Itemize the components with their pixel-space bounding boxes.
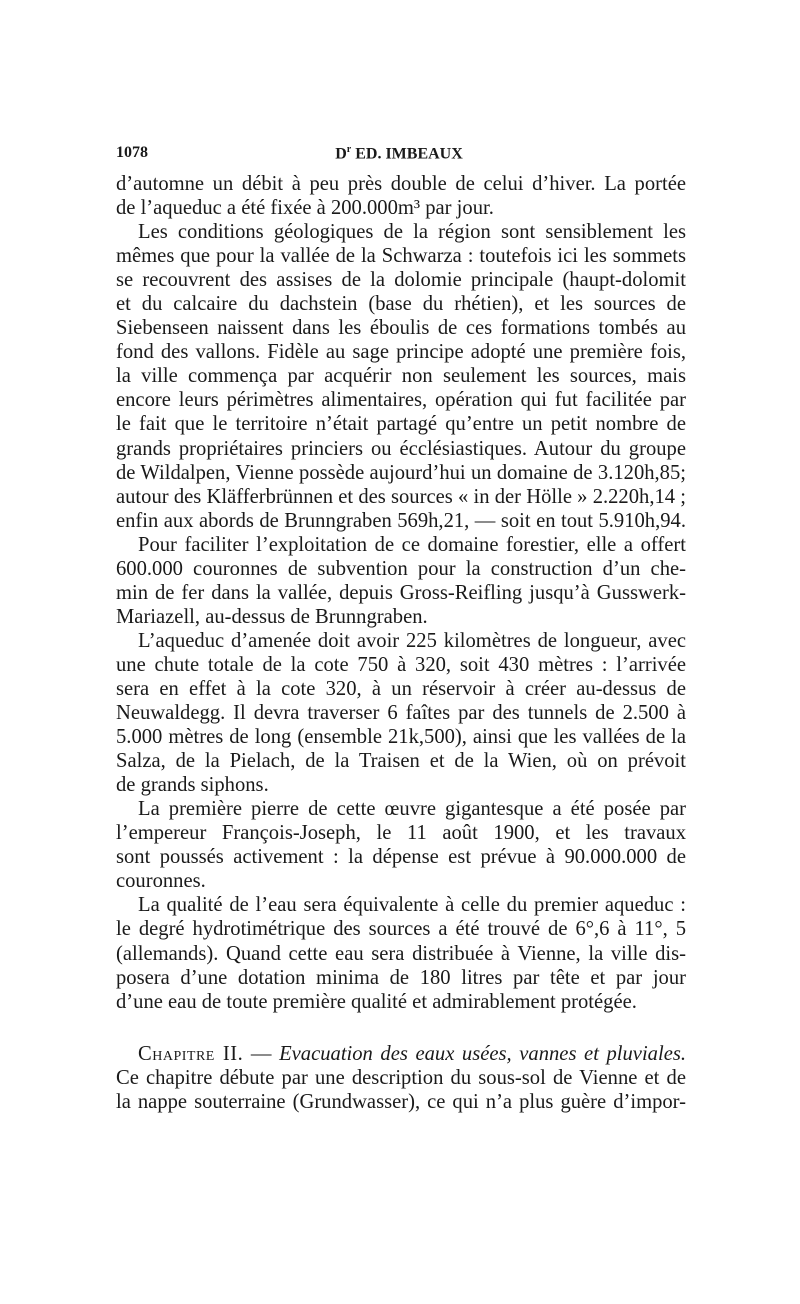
text-line: Mariazell, au-dessus de Brunngraben. (116, 605, 428, 628)
text-line: de Wildalpen, Vienne possède aujourd’hui un domaine de 3.120h,85; (116, 461, 686, 484)
text-line: (allemands). Quand cette eau sera distribuée à Vienne, la ville dis- (116, 942, 686, 965)
chapter-text-line: la nappe souterraine (Grundwasser), ce qui n’a plus guère d’impor- (116, 1090, 686, 1113)
body-text (116, 172, 686, 1114)
text-line: enfin aux abords de Brunngraben 569h,21, — soit en tout 5.910h,94. (116, 509, 686, 532)
text-line: de grands siphons. (116, 774, 269, 797)
text-line: Salza, de la Pielach, de la Traisen et de la Wien, où on prévoit (116, 750, 686, 773)
text-line: d’une eau de toute première qualité et admirablement protégée. (116, 990, 637, 1013)
text-line: Neuwaldegg. Il devra traverser 6 faîtes par des tunnels de 2.500 à (116, 702, 686, 725)
text-line: 600.000 couronnes de subvention pour la construction d’un che- (116, 557, 686, 580)
text-line: Les conditions géologiques de la région sont sensiblement les (138, 221, 686, 244)
text-line: une chute totale de la cote 750 à 320, soit 430 mètres : l’arrivée (116, 653, 686, 676)
page-header (116, 144, 682, 168)
text-line: l’empereur François-Joseph, le 11 août 1900, et les travaux (116, 822, 686, 845)
text-line: fond des vallons. Fidèle au sage principe adopté une première fois, (116, 341, 686, 364)
text-line: la ville commença par acquérir non seulement les sources, mais (116, 365, 686, 388)
text-line: et du calcaire du dachstein (base du rhétien), et les sources de (116, 293, 686, 316)
section-gap (116, 1014, 686, 1042)
text-line: autour des Kläfferbrünnen et des sources « in der Hölle » 2.220h,14 ; (116, 485, 686, 508)
text-line: encore leurs périmètres alimentaires, opération qui fut facilitée par (116, 389, 686, 412)
text-line: La première pierre de cette œuvre gigantesque a été posée par (138, 798, 686, 821)
text-line: grands propriétaires princiers ou écclésiastiques. Autour du groupe (116, 437, 686, 460)
text-line: sera en effet à la cote 320, à un réservoir à créer au-dessus de (116, 677, 686, 700)
running-title: $D^r$ ED. IMBEAUX (335, 144, 463, 163)
text-line: mêmes que pour la vallée de la Schwarza : toutefois ici les sommets (116, 245, 686, 268)
text-line: de l’aqueduc a été fixée à 200.000m³ par jour. (116, 197, 494, 220)
chapter-heading: Chapitre II. — Evacuation des eaux usées, vannes et pluviales. (138, 1042, 686, 1065)
text-line: L’aqueduc d’amenée doit avoir 225 kilomètres de longueur, avec (138, 629, 686, 652)
text-line: couronnes. (116, 870, 206, 893)
main-text-lines (116, 172, 686, 1014)
text-line: 5.000 mètres de long (ensemble 21k,500), ainsi que les vallées de la (116, 726, 686, 749)
chapter-text-line: Ce chapitre débute par une description du sous-sol de Vienne et de (116, 1066, 686, 1089)
text-line: le degré hydrotimétrique des sources a été trouvé de 6°,6 à 11°, 5 (116, 918, 686, 941)
text-line: La qualité de l’eau sera équivalente à celle du premier aqueduc : (138, 894, 686, 917)
text-line: Pour faciliter l’exploitation de ce domaine forestier, elle a offert (138, 533, 686, 556)
text-line: Siebenseen naissent dans les éboulis de ces formations tombés au (116, 317, 686, 340)
text-line: sont poussés activement : la dépense est prévue à 90.000.000 de (116, 846, 686, 869)
text-line: posera d’une dotation minima de 180 litres par tête et par jour (116, 966, 686, 989)
text-line: le fait que le territoire n’était partagé qu’entre un petit nombre de (116, 413, 686, 436)
text-line: min de fer dans la vallée, depuis Gross-Reifling jusqu’à Gusswerk- (116, 581, 686, 604)
text-line: d’automne un débit à peu près double de celui d’hiver. La portée (116, 173, 686, 195)
page-number: 1078 (116, 144, 148, 161)
text-line: se recouvrent des assises de la dolomie principale (haupt-dolomit (116, 269, 686, 292)
